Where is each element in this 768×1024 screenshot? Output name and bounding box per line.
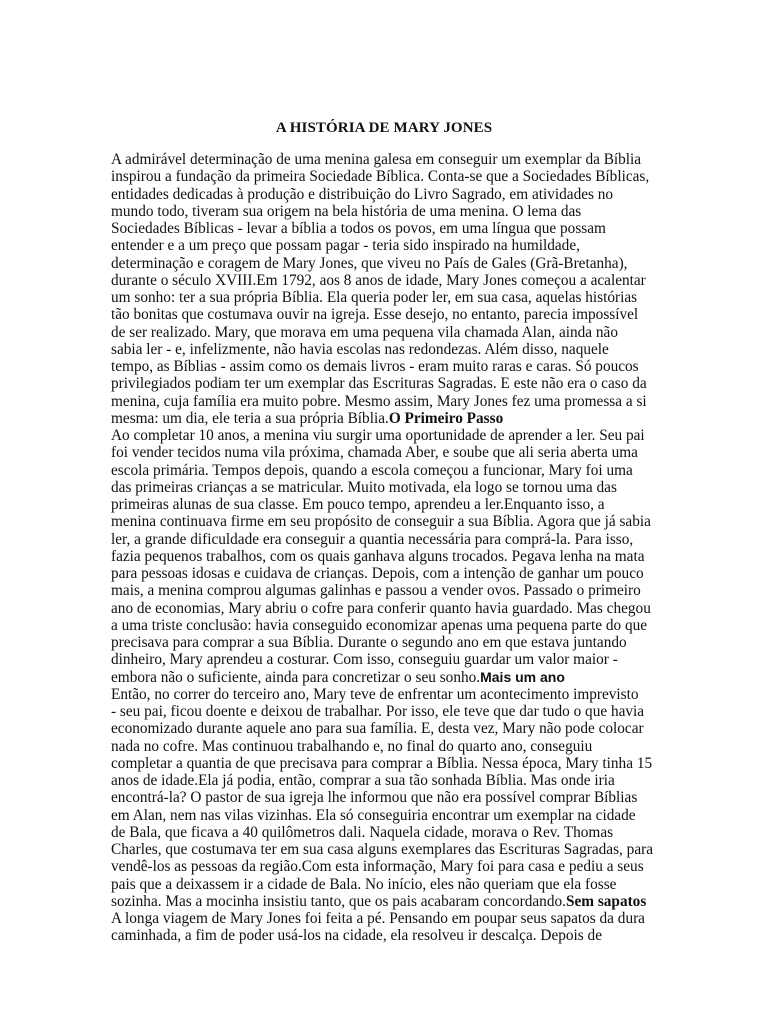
- line-text: entidades dedicadas à produção e distribuição do Livro Sagrado, em atividades no: [111, 185, 614, 203]
- line-text: - seu pai, ficou doente e deixou de trabalhar. Por isso, ele teve que dar tudo o que havia: [111, 703, 645, 720]
- line-text: encontrá-la? O pastor de sua igreja lhe informou que não era possível comprar Bíblias: [111, 789, 638, 807]
- text-line: [111, 324, 661, 341]
- text-line: [111, 289, 661, 306]
- text-line: [111, 634, 661, 651]
- line-text: primeiras alunas de sua classe. Em pouco tempo, aprendeu a ler.Enquanto isso, a: [111, 496, 605, 513]
- text-line: [111, 651, 661, 668]
- line-text: dinheiro, Mary aprendeu a costurar. Com isso, conseguiu guardar um valor maior -: [111, 651, 618, 669]
- text-line: [111, 565, 661, 582]
- line-text: ler, a grande dificuldade era conseguir a quantia necessária para comprá-la. Para isso,: [111, 530, 634, 548]
- text-line: [111, 531, 661, 548]
- line-text: em Alan, nem nas vilas vizinhas. Ela só conseguiria encontrar um exemplar na cidade: [111, 806, 636, 824]
- line-text: anos de idade.Ela já podia, então, comprar a sua tão sonhada Bíblia. Mas onde iria: [111, 772, 615, 789]
- text-line: [111, 479, 661, 496]
- text-line: [111, 807, 661, 824]
- text-line: [111, 341, 661, 358]
- line-text: para pessoas idosas e cuidava de crianças. Depois, com a intenção de ganhar um pouco: [111, 565, 644, 582]
- line-text: foi vender tecidos numa vila próxima, chamada Aber, e soube que ali seria aberta uma: [111, 444, 638, 462]
- text-line: [111, 893, 661, 910]
- text-line: [111, 496, 661, 513]
- text-line: [111, 617, 661, 634]
- line-text: Charles, que costumava ter em sua casa alguns exemplares das Escrituras Sagradas, para: [111, 841, 653, 858]
- text-line: [111, 927, 661, 944]
- text-line: [111, 720, 661, 737]
- line-text: tão bonitas que costumava ouvir na igreja. Esse desejo, no entanto, parecia impossível: [111, 306, 639, 324]
- text-line: [111, 703, 661, 720]
- text-line: [111, 669, 661, 686]
- section-heading: O Primeiro Passo: [388, 409, 504, 427]
- line-text: um sonho: ter a sua própria Bíblia. Ela queria poder ler, em sua casa, aquelas histórias: [111, 289, 638, 306]
- text-line: [111, 151, 661, 168]
- text-line: [111, 203, 661, 220]
- text-line: [111, 789, 661, 806]
- line-text: entender e a um preço que possam pagar - teria sido inspirado na humildade,: [111, 237, 580, 255]
- text-line: [111, 168, 661, 185]
- line-text: embora não o suficiente, ainda para concretizar o seu sonho.: [111, 668, 481, 686]
- document-title: A HISTÓRIA DE MARY JONES: [275, 120, 493, 136]
- text-line: [111, 220, 661, 237]
- line-text: determinação e coragem de Mary Jones, que viveu no País de Gales (Grã-Bretanha),: [111, 254, 628, 272]
- line-text: A longa viagem de Mary Jones foi feita a pé. Pensando em poupar seus sapatos da dura: [111, 910, 645, 927]
- section-heading: Sem sapatos: [565, 892, 647, 910]
- line-text: de Bala, que ficava a 40 quilômetros dali. Naquela cidade, morava o Rev. Thomas: [111, 823, 614, 841]
- text-line: [111, 858, 661, 875]
- section-heading: Mais um ano: [480, 668, 565, 685]
- line-text: de ser realizado. Mary, que morava em uma pequena vila chamada Alan, ainda não: [111, 323, 618, 341]
- text-line: [111, 755, 661, 772]
- text-line: [111, 824, 661, 841]
- line-text: durante o século XVIII.Em 1792, aos 8 anos de idade, Mary Jones começou a acalentar: [111, 271, 646, 289]
- line-text: economizado durante aquele ano para sua família. E, desta vez, Mary não pode colocar: [111, 720, 644, 738]
- text-line: [111, 462, 661, 479]
- text-line: [111, 841, 661, 858]
- line-text: privilegiados podiam ter um exemplar das Escrituras Sagradas. E este não era o caso da: [111, 375, 647, 393]
- line-text: nada no cofre. Mas continuou trabalhando e, no final do quarto ano, conseguiu: [111, 737, 593, 755]
- line-text: Sociedades Bíblicas - levar a bíblia a todos os povos, em uma língua que possam: [111, 220, 606, 237]
- document-body: [111, 151, 661, 945]
- line-text: menina, cuja família era muito pobre. Mesmo assim, Mary Jones fez uma promessa a si: [111, 392, 647, 410]
- line-text: vendê-los as pessoas da região.Com esta informação, Mary foi para casa e pediu a seus: [111, 858, 644, 876]
- line-text: tempo, as Bíblias - assim como os demais livros - eram muito raras e caras. Só poucos: [111, 358, 639, 375]
- line-text: mundo todo, tiveram sua origem na bela história de uma menina. O lema das: [111, 202, 582, 220]
- line-text: a uma triste conclusão: havia conseguido economizar apenas uma pequena parte do que: [111, 616, 648, 634]
- text-line: [111, 738, 661, 755]
- line-text: caminhada, a fim de poder usá-los na cidade, ela resolveu ir descalça. Depois de: [111, 927, 602, 945]
- text-line: [111, 582, 661, 599]
- line-text: sozinha. Mas a mocinha insistiu tanto, que os pais acabaram concordando.: [111, 892, 566, 910]
- line-text: Ao completar 10 anos, a menina viu surgir uma oportunidade de aprender a ler. Seu pai: [111, 427, 645, 444]
- text-line: [111, 393, 661, 410]
- text-line: [111, 772, 661, 789]
- text-line: [111, 272, 661, 289]
- line-text: mais, a menina comprou algumas galinhas e passou a vender ovos. Passado o primeiro: [111, 582, 641, 600]
- line-text: das primeiras crianças a se matricular. Muito motivada, ela logo se tornou uma das: [111, 478, 617, 496]
- text-line: [111, 255, 661, 272]
- text-line: [111, 410, 661, 427]
- text-line: [111, 358, 661, 375]
- line-text: inspirou a fundação da primeira Sociedade Bíblica. Conta-se que a Sociedades Bíblicas,: [111, 168, 650, 186]
- text-line: [111, 686, 661, 703]
- line-text: ano de economias, Mary abriu o cofre para conferir quanto havia guardado. Mas chegou: [111, 599, 651, 617]
- line-text: sabia ler - e, infelizmente, não havia escolas nas redondezas. Além disso, naquele: [111, 340, 609, 358]
- line-text: fazia pequenos trabalhos, com os quais ganhava alguns trocados. Pegava lenha na mata: [111, 547, 645, 565]
- text-line: [111, 186, 661, 203]
- text-line: [111, 306, 661, 323]
- line-text: precisava para comprar a sua Bíblia. Durante o segundo ano em que estava juntando: [111, 634, 627, 651]
- line-text: mesma: um dia, ele teria a sua própria Bíblia.: [111, 409, 389, 427]
- line-text: Então, no correr do terceiro ano, Mary teve de enfrentar um acontecimento imprevisto: [111, 685, 639, 703]
- line-text: completar a quantia de que precisava para comprar a Bíblia. Nessa época, Mary tinha 15: [111, 754, 653, 772]
- line-text: menina continuava firme em seu propósito de conseguir a sua Bíblia. Agora que já sabia: [111, 513, 651, 531]
- text-line: [111, 375, 661, 392]
- text-line: [111, 600, 661, 617]
- text-line: [111, 876, 661, 893]
- text-line: [111, 427, 661, 444]
- text-line: [111, 444, 661, 461]
- text-line: [111, 237, 661, 254]
- text-line: [111, 910, 661, 927]
- line-text: escola primária. Tempos depois, quando a escola começou a funcionar, Mary foi uma: [111, 461, 633, 479]
- line-text: A admirável determinação de uma menina galesa em conseguir um exemplar da Bíblia: [111, 151, 642, 168]
- text-line: [111, 548, 661, 565]
- text-line: [111, 513, 661, 530]
- line-text: pais que a deixassem ir a cidade de Bala. No início, eles não queriam que ela fosse: [111, 875, 617, 893]
